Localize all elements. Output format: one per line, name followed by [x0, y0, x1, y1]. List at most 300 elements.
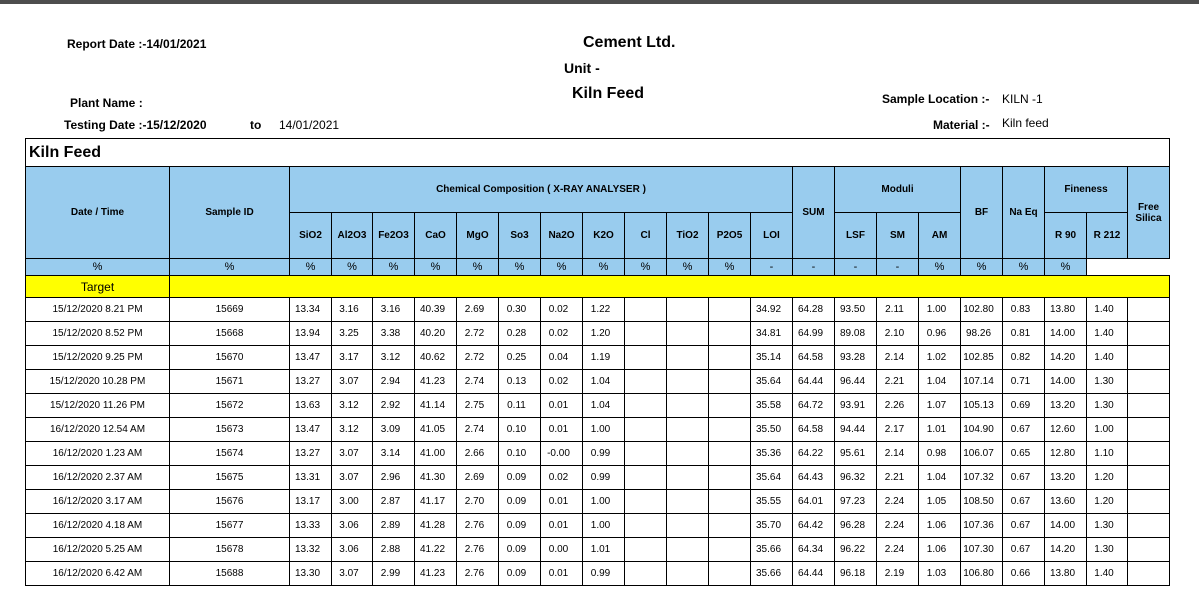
unit-cell-9: % — [583, 259, 625, 276]
table-cell: 16/12/2020 2.37 AM — [26, 466, 170, 490]
table-cell: 12.80 — [1045, 442, 1087, 466]
unit-cell-1: % — [170, 259, 290, 276]
table-cell: 13.31 — [290, 466, 332, 490]
col-header-sample-id: Sample ID — [170, 167, 290, 259]
table-cell: 13.80 — [1045, 562, 1087, 586]
table-cell: 41.14 — [415, 394, 457, 418]
subheader-15: R 90 — [1045, 213, 1087, 259]
table-cell: 13.20 — [1045, 394, 1087, 418]
table-cell — [625, 418, 667, 442]
table-cell — [709, 346, 751, 370]
table-cell: 2.14 — [877, 442, 919, 466]
table-cell: 3.12 — [332, 418, 373, 442]
table-cell: 1.02 — [919, 346, 961, 370]
table-cell: 15675 — [170, 466, 290, 490]
table-cell: 15669 — [170, 298, 290, 322]
table-cell: 0.09 — [499, 538, 541, 562]
table-cell: 3.07 — [332, 370, 373, 394]
table-cell: 2.87 — [373, 490, 415, 514]
table-cell: 41.23 — [415, 370, 457, 394]
table-cell — [1128, 346, 1170, 370]
table-cell: 0.67 — [1003, 514, 1045, 538]
table-cell: 1.00 — [583, 514, 625, 538]
table-cell: 15678 — [170, 538, 290, 562]
testing-date: Testing Date :-15/12/2020 — [64, 118, 207, 132]
table-cell: 64.72 — [793, 394, 835, 418]
target-row-label: Target — [26, 276, 170, 298]
table-cell: 0.65 — [1003, 442, 1045, 466]
table-cell: 2.76 — [457, 562, 499, 586]
to-label: to — [250, 118, 262, 132]
table-cell: 107.30 — [961, 538, 1003, 562]
table-cell: 2.74 — [457, 370, 499, 394]
table-cell — [709, 370, 751, 394]
unit-cell-3: % — [332, 259, 373, 276]
table-cell: 2.70 — [457, 490, 499, 514]
table-cell: 0.09 — [499, 514, 541, 538]
table-cell: 0.10 — [499, 418, 541, 442]
col-header-date-time: Date / Time — [26, 167, 170, 259]
table-cell — [709, 418, 751, 442]
table-cell: 2.21 — [877, 466, 919, 490]
table-cell: 0.28 — [499, 322, 541, 346]
table-cell — [709, 394, 751, 418]
col-header-free-silica — [1128, 167, 1170, 259]
table-cell: 15688 — [170, 562, 290, 586]
table-cell: 0.69 — [1003, 394, 1045, 418]
table-cell: 14.20 — [1045, 538, 1087, 562]
table-cell: 1.00 — [1087, 418, 1128, 442]
unit-cell-15: - — [835, 259, 877, 276]
table-cell: 13.60 — [1045, 490, 1087, 514]
table-cell — [1128, 370, 1170, 394]
table-cell — [709, 490, 751, 514]
table-cell: 41.17 — [415, 490, 457, 514]
table-cell: 2.74 — [457, 418, 499, 442]
table-cell: 13.33 — [290, 514, 332, 538]
table-cell: 16/12/2020 12.54 AM — [26, 418, 170, 442]
table-cell: 41.00 — [415, 442, 457, 466]
table-cell: 3.06 — [332, 514, 373, 538]
table-cell: 0.04 — [541, 346, 583, 370]
table-cell: 40.62 — [415, 346, 457, 370]
table-cell: 1.30 — [1087, 370, 1128, 394]
table-cell: 98.26 — [961, 322, 1003, 346]
table-cell: 0.11 — [499, 394, 541, 418]
table-cell — [625, 442, 667, 466]
table-cell: 40.39 — [415, 298, 457, 322]
table-cell — [667, 562, 709, 586]
table-cell: 64.01 — [793, 490, 835, 514]
table-cell: 96.18 — [835, 562, 877, 586]
table-row — [26, 298, 1170, 322]
unit-label: Unit - — [564, 60, 600, 76]
table-cell: 15/12/2020 8.21 PM — [26, 298, 170, 322]
table-cell: 2.69 — [457, 298, 499, 322]
table-cell: 35.50 — [751, 418, 793, 442]
table-cell — [1128, 538, 1170, 562]
table-cell: 0.02 — [541, 322, 583, 346]
table-cell — [625, 346, 667, 370]
table-cell: 64.34 — [793, 538, 835, 562]
table-cell: 106.80 — [961, 562, 1003, 586]
unit-cell-16: - — [877, 259, 919, 276]
table-cell — [1128, 514, 1170, 538]
table-cell: 2.14 — [877, 346, 919, 370]
table-cell: 1.04 — [919, 466, 961, 490]
table-cell: 35.14 — [751, 346, 793, 370]
table-cell: 13.30 — [290, 562, 332, 586]
table-cell — [1128, 298, 1170, 322]
table-cell: 35.70 — [751, 514, 793, 538]
table-cell: 1.10 — [1087, 442, 1128, 466]
table-cell: 15/12/2020 11.26 PM — [26, 394, 170, 418]
table-cell: 3.07 — [332, 466, 373, 490]
table-row — [26, 514, 1170, 538]
table-cell: 13.34 — [290, 298, 332, 322]
subheader-6: Na2O — [541, 213, 583, 259]
table-cell: 0.99 — [583, 442, 625, 466]
table-cell: 1.03 — [919, 562, 961, 586]
table-cell: 15/12/2020 10.28 PM — [26, 370, 170, 394]
table-cell: 2.89 — [373, 514, 415, 538]
table-cell: 16/12/2020 1.23 AM — [26, 442, 170, 466]
table-cell: 35.64 — [751, 370, 793, 394]
table-cell: 64.99 — [793, 322, 835, 346]
table-cell: 3.14 — [373, 442, 415, 466]
table-cell: 35.55 — [751, 490, 793, 514]
col-header-bf: BF — [961, 167, 1003, 259]
table-cell: 1.30 — [1087, 514, 1128, 538]
table-cell — [625, 538, 667, 562]
table-cell: 96.22 — [835, 538, 877, 562]
table-cell: 1.30 — [1087, 394, 1128, 418]
table-cell: 14.00 — [1045, 322, 1087, 346]
table-cell — [667, 346, 709, 370]
unit-cell-6: % — [457, 259, 499, 276]
table-cell: 1.40 — [1087, 322, 1128, 346]
col-header-na-eq: Na Eq — [1003, 167, 1045, 259]
table-cell: 2.76 — [457, 514, 499, 538]
table-cell: 15677 — [170, 514, 290, 538]
report-name: Kiln Feed — [572, 85, 645, 102]
unit-cell-2: % — [290, 259, 332, 276]
table-cell — [667, 322, 709, 346]
free-silica-line1: Free — [1137, 201, 1160, 213]
table-cell: 13.27 — [290, 442, 332, 466]
col-header-sum: SUM — [793, 167, 835, 259]
table-title: Kiln Feed — [29, 144, 102, 161]
table-cell: 16/12/2020 6.42 AM — [26, 562, 170, 586]
table-cell: 0.01 — [541, 514, 583, 538]
table-cell: 105.13 — [961, 394, 1003, 418]
table-row — [26, 466, 1170, 490]
table-cell: 1.40 — [1087, 298, 1128, 322]
group-header-fineness: Fineness — [1045, 167, 1128, 213]
table-row — [26, 346, 1170, 370]
table-cell: 15676 — [170, 490, 290, 514]
table-cell: 0.82 — [1003, 346, 1045, 370]
table-cell: 13.20 — [1045, 466, 1087, 490]
sample-location-value: KILN -1 — [1002, 92, 1043, 106]
subheader-5: So3 — [499, 213, 541, 259]
table-cell: 1.40 — [1087, 346, 1128, 370]
table-cell: 64.43 — [793, 466, 835, 490]
table-cell: 2.99 — [373, 562, 415, 586]
unit-cell-14: - — [793, 259, 835, 276]
free-silica-line2: Silica — [1135, 212, 1162, 224]
table-cell — [709, 538, 751, 562]
table-cell: 1.01 — [919, 418, 961, 442]
table-cell: 1.04 — [919, 370, 961, 394]
table-cell: 3.38 — [373, 322, 415, 346]
table-cell: 2.26 — [877, 394, 919, 418]
table-row — [26, 490, 1170, 514]
table-cell: 64.44 — [793, 370, 835, 394]
table-cell: 93.91 — [835, 394, 877, 418]
table-cell: 95.61 — [835, 442, 877, 466]
table-cell: 64.42 — [793, 514, 835, 538]
unit-cell-17: % — [919, 259, 961, 276]
table-cell: 107.14 — [961, 370, 1003, 394]
table-cell: 14.00 — [1045, 370, 1087, 394]
table-cell: 94.44 — [835, 418, 877, 442]
table-cell: 2.94 — [373, 370, 415, 394]
table-cell: 35.64 — [751, 466, 793, 490]
subheader-1: Al2O3 — [332, 213, 373, 259]
table-cell: 1.00 — [583, 490, 625, 514]
table-cell: 3.16 — [332, 298, 373, 322]
company-name: Cement Ltd. — [583, 34, 676, 51]
unit-cell-4: % — [373, 259, 415, 276]
to-date: 14/01/2021 — [279, 118, 340, 132]
table-cell: 41.23 — [415, 562, 457, 586]
table-cell: 1.01 — [583, 538, 625, 562]
table-cell: 15673 — [170, 418, 290, 442]
table-cell: 1.04 — [583, 394, 625, 418]
table-cell: 2.72 — [457, 346, 499, 370]
table-cell: 15672 — [170, 394, 290, 418]
table-cell: 35.66 — [751, 562, 793, 586]
sample-location-label: Sample Location :- — [882, 92, 990, 106]
table-cell: 0.81 — [1003, 322, 1045, 346]
table-cell: 1.20 — [583, 322, 625, 346]
table-row — [26, 418, 1170, 442]
table-cell: 0.71 — [1003, 370, 1045, 394]
subheader-2: Fe2O3 — [373, 213, 415, 259]
table-cell: 2.10 — [877, 322, 919, 346]
table-cell: 15674 — [170, 442, 290, 466]
table-cell: 16/12/2020 4.18 AM — [26, 514, 170, 538]
table-row — [26, 322, 1170, 346]
table-cell: 0.98 — [919, 442, 961, 466]
table-cell: 64.58 — [793, 346, 835, 370]
table-cell: 34.92 — [751, 298, 793, 322]
table-cell: 35.66 — [751, 538, 793, 562]
window-top-border — [0, 0, 1199, 4]
table-cell — [709, 562, 751, 586]
subheader-9: TiO2 — [667, 213, 709, 259]
table-cell: 2.69 — [457, 466, 499, 490]
table-cell: 0.30 — [499, 298, 541, 322]
table-cell: 0.67 — [1003, 466, 1045, 490]
table-cell: 0.01 — [541, 490, 583, 514]
table-cell — [709, 442, 751, 466]
table-cell: 0.67 — [1003, 538, 1045, 562]
table-cell: 0.67 — [1003, 418, 1045, 442]
unit-cell-0: % — [26, 259, 170, 276]
table-cell: 93.50 — [835, 298, 877, 322]
table-cell: 16/12/2020 3.17 AM — [26, 490, 170, 514]
table-row — [26, 394, 1170, 418]
table-cell: 0.01 — [541, 394, 583, 418]
table-row — [26, 562, 1170, 586]
table-cell: 15670 — [170, 346, 290, 370]
table-cell — [625, 490, 667, 514]
table-row — [26, 370, 1170, 394]
table-cell: 2.92 — [373, 394, 415, 418]
table-cell: 13.94 — [290, 322, 332, 346]
table-cell — [1128, 394, 1170, 418]
table-cell: 12.60 — [1045, 418, 1087, 442]
table-cell: 0.02 — [541, 370, 583, 394]
table-cell: 3.17 — [332, 346, 373, 370]
table-title-bar — [25, 138, 1170, 166]
table-cell: 0.83 — [1003, 298, 1045, 322]
table-cell — [667, 418, 709, 442]
table-cell: 35.58 — [751, 394, 793, 418]
table-cell: 0.09 — [499, 466, 541, 490]
table-cell: 40.20 — [415, 322, 457, 346]
subheader-3: CaO — [415, 213, 457, 259]
table-cell: 2.88 — [373, 538, 415, 562]
subheader-8: Cl — [625, 213, 667, 259]
unit-cell-19: % — [1003, 259, 1045, 276]
table-cell: 13.80 — [1045, 298, 1087, 322]
table-cell: 108.50 — [961, 490, 1003, 514]
table-cell — [1128, 562, 1170, 586]
unit-cell-20: % — [1045, 259, 1087, 276]
table-cell: 1.19 — [583, 346, 625, 370]
table-cell — [625, 466, 667, 490]
table-cell: 0.10 — [499, 442, 541, 466]
table-cell: 64.22 — [793, 442, 835, 466]
table-cell — [667, 394, 709, 418]
table-cell: 35.36 — [751, 442, 793, 466]
table-cell: 1.20 — [1087, 466, 1128, 490]
table-cell — [1128, 466, 1170, 490]
table-cell — [625, 514, 667, 538]
table-cell: 16/12/2020 5.25 AM — [26, 538, 170, 562]
table-cell — [709, 514, 751, 538]
table-cell: 0.99 — [583, 466, 625, 490]
table-cell — [667, 490, 709, 514]
table-cell: 1.06 — [919, 538, 961, 562]
table-cell: 1.30 — [1087, 538, 1128, 562]
unit-cell-13: - — [751, 259, 793, 276]
table-cell: 14.00 — [1045, 514, 1087, 538]
table-cell — [625, 298, 667, 322]
table-cell: 3.12 — [332, 394, 373, 418]
group-header-moduli: Moduli — [835, 167, 961, 213]
table-cell: 96.44 — [835, 370, 877, 394]
table-cell: 3.16 — [373, 298, 415, 322]
unit-cell-10: % — [625, 259, 667, 276]
table-cell: 2.72 — [457, 322, 499, 346]
table-cell: 3.25 — [332, 322, 373, 346]
subheader-4: MgO — [457, 213, 499, 259]
table-cell — [667, 442, 709, 466]
unit-cell-12: % — [709, 259, 751, 276]
table-cell — [667, 538, 709, 562]
subheader-7: K2O — [583, 213, 625, 259]
table-cell: 96.32 — [835, 466, 877, 490]
table-cell: 2.96 — [373, 466, 415, 490]
table-cell: 64.44 — [793, 562, 835, 586]
table-cell: 2.24 — [877, 490, 919, 514]
table-cell: 96.28 — [835, 514, 877, 538]
table-cell: 14.20 — [1045, 346, 1087, 370]
table-cell — [709, 466, 751, 490]
kiln-feed-table — [25, 166, 1170, 586]
table-cell: 107.32 — [961, 466, 1003, 490]
unit-cell-18: % — [961, 259, 1003, 276]
table-cell: 2.24 — [877, 538, 919, 562]
table-cell: 1.05 — [919, 490, 961, 514]
table-cell: 0.00 — [541, 538, 583, 562]
table-cell: 0.67 — [1003, 490, 1045, 514]
table-cell: 1.40 — [1087, 562, 1128, 586]
table-cell: 1.00 — [919, 298, 961, 322]
table-cell: 89.08 — [835, 322, 877, 346]
table-cell: 1.00 — [583, 418, 625, 442]
table-cell: 13.17 — [290, 490, 332, 514]
table-cell: 0.99 — [583, 562, 625, 586]
table-cell: 2.17 — [877, 418, 919, 442]
table-cell: 41.05 — [415, 418, 457, 442]
subheader-10: P2O5 — [709, 213, 751, 259]
report-date: Report Date :-14/01/2021 — [67, 37, 207, 51]
table-cell: 3.07 — [332, 442, 373, 466]
table-cell: 41.28 — [415, 514, 457, 538]
table-cell — [1128, 418, 1170, 442]
table-cell — [667, 514, 709, 538]
table-cell — [667, 466, 709, 490]
table-cell — [667, 370, 709, 394]
subheader-13: SM — [877, 213, 919, 259]
table-cell: 2.11 — [877, 298, 919, 322]
table-cell — [709, 322, 751, 346]
table-cell: 64.58 — [793, 418, 835, 442]
table-cell: 3.07 — [332, 562, 373, 586]
subheader-16: R 212 — [1087, 213, 1128, 259]
table-cell — [1128, 322, 1170, 346]
table-cell: 3.00 — [332, 490, 373, 514]
table-cell: 2.66 — [457, 442, 499, 466]
table-row — [26, 442, 1170, 466]
subheader-0: SiO2 — [290, 213, 332, 259]
table-cell: 104.90 — [961, 418, 1003, 442]
table-cell: 41.30 — [415, 466, 457, 490]
table-cell — [667, 298, 709, 322]
table-cell: 102.80 — [961, 298, 1003, 322]
table-cell: 15668 — [170, 322, 290, 346]
material-value: Kiln feed — [1002, 116, 1049, 130]
table-cell: 13.47 — [290, 346, 332, 370]
table-cell: 13.32 — [290, 538, 332, 562]
table-cell: 64.28 — [793, 298, 835, 322]
table-cell — [1128, 442, 1170, 466]
